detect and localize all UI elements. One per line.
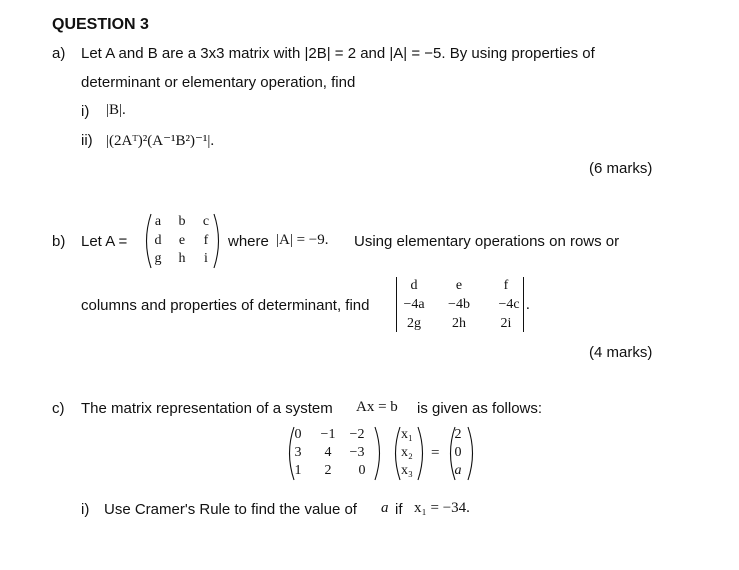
part-a-line2: determinant or elementary operation, find <box>81 74 356 91</box>
part-a-label: a) <box>52 45 66 62</box>
coef-cell: 3 <box>294 445 302 460</box>
coef-cell: 0 <box>294 427 302 442</box>
part-c-system-eq: Ax = b <box>356 399 398 415</box>
matrix-a-cell: d <box>154 233 162 248</box>
det-cell: −4c <box>498 297 520 312</box>
det-cell: −4b <box>448 297 470 312</box>
part-a-marks: (6 marks) <box>589 160 653 177</box>
var-cell: x₂ <box>401 445 413 460</box>
var-right-paren <box>415 426 429 481</box>
coef-right-paren <box>372 426 386 481</box>
matrix-a-cell: c <box>202 214 210 229</box>
part-a-line1: Let A and B are a 3x3 matrix with |2B| = 2 and |A| = −5. By using properties of <box>81 45 595 62</box>
det-end-period: . <box>526 297 530 313</box>
rhs-right-paren <box>465 426 479 481</box>
det-cell: f <box>503 278 509 293</box>
rhs-cell: 2 <box>454 427 462 442</box>
det-cell: −4a <box>403 297 425 312</box>
equals-sign: = <box>431 445 440 461</box>
coef-cell: 2 <box>324 463 332 478</box>
part-c-intro-end: is given as follows: <box>417 400 543 417</box>
coef-cell: 0 <box>358 463 366 478</box>
part-c-sub-i-var: a <box>381 500 389 516</box>
part-a-sub-i-expr: |B|. <box>106 102 126 118</box>
var-cell: x₁ <box>401 427 413 442</box>
det-cell: e <box>455 278 463 293</box>
part-b-let-text: Let A = <box>81 233 128 250</box>
matrix-a-cell: e <box>178 233 186 248</box>
part-c-label: c) <box>52 400 65 417</box>
det-right-bar <box>523 277 524 332</box>
det-cell: 2h <box>452 316 466 331</box>
part-a-sub-ii-expr: |(2Aᵀ)²(A⁻¹B²)⁻¹|. <box>106 133 215 149</box>
coef-cell: −2 <box>349 427 365 442</box>
part-a-sub-i-label: i) <box>81 103 90 120</box>
part-b-label: b) <box>52 233 66 250</box>
rhs-cell: 0 <box>454 445 462 460</box>
part-c-sub-i-if: if <box>395 501 403 518</box>
matrix-a-cell: h <box>178 251 186 266</box>
part-a-sub-ii-label: ii) <box>81 132 93 149</box>
matrix-a-cell: g <box>154 251 162 266</box>
part-b-det-expr: |A| = −9. <box>276 232 329 248</box>
coef-cell: 4 <box>324 445 332 460</box>
coef-cell: 1 <box>294 463 302 478</box>
matrix-a-cell: i <box>204 251 208 266</box>
part-b-after-text: Using elementary operations on rows or <box>354 233 620 250</box>
part-b-line2: columns and properties of determinant, find <box>81 297 370 314</box>
det-cell: 2g <box>407 316 421 331</box>
part-c-sub-i-cond: x₁ = −34. <box>414 500 470 516</box>
coef-cell: −1 <box>320 427 336 442</box>
det-cell: d <box>410 278 418 293</box>
var-cell: x₃ <box>401 463 413 478</box>
det-cell: 2i <box>500 316 512 331</box>
part-c-intro: The matrix representation of a system <box>81 400 333 417</box>
part-b-marks: (4 marks) <box>589 344 653 361</box>
rhs-cell: a <box>454 463 462 478</box>
question-title: QUESTION 3 <box>52 16 149 33</box>
matrix-a-right-paren <box>211 213 225 269</box>
part-c-sub-i-label: i) <box>81 501 90 518</box>
part-c-sub-i-text: Use Cramer's Rule to find the value of <box>104 501 357 518</box>
part-b-where-text: where <box>228 233 269 250</box>
det-left-bar <box>396 277 397 332</box>
matrix-a-cell: f <box>203 233 209 248</box>
coef-cell: −3 <box>349 445 365 460</box>
matrix-a-cell: a <box>154 214 162 229</box>
matrix-a-cell: b <box>178 214 186 229</box>
